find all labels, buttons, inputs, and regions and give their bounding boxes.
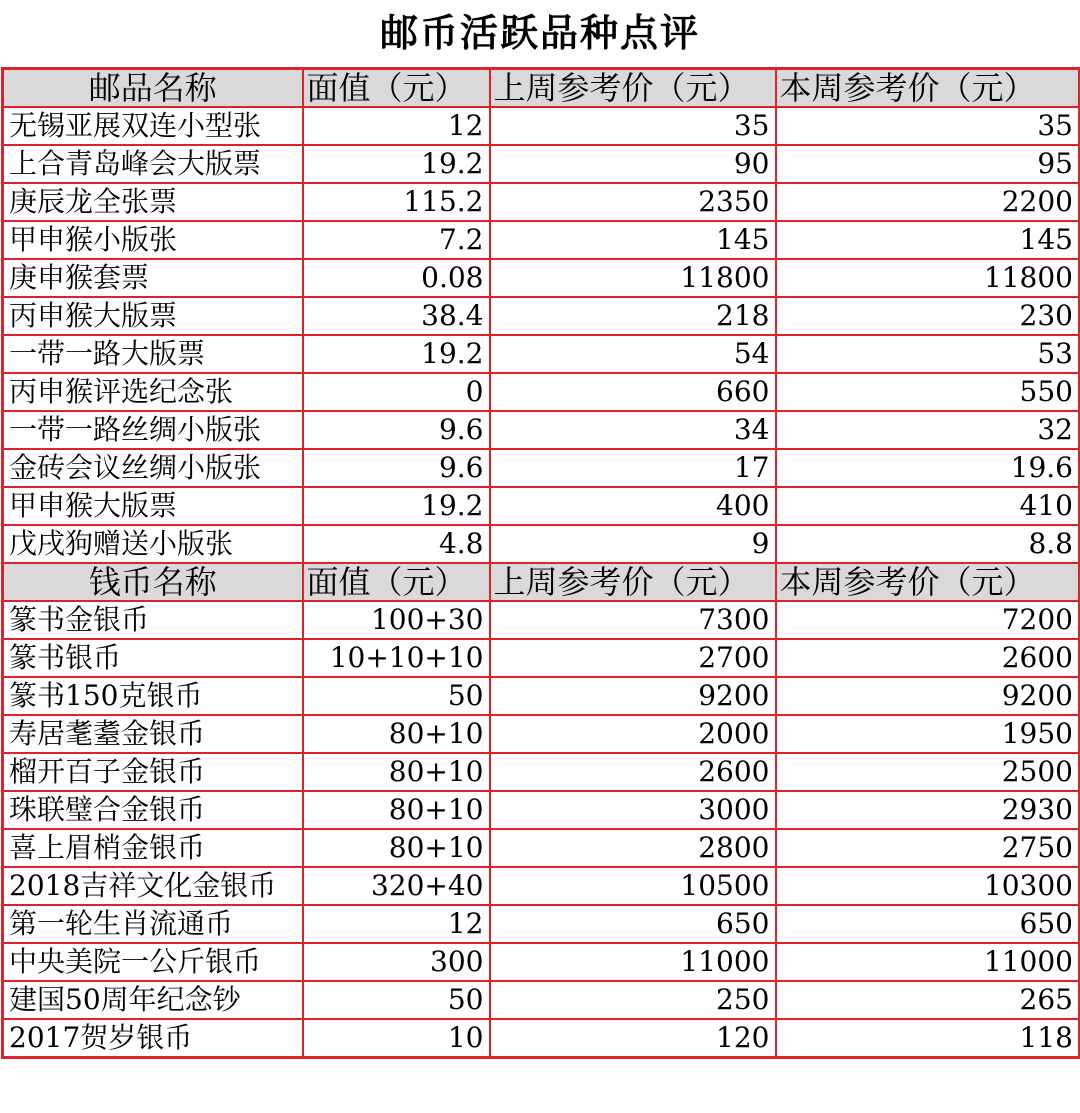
cell-face-value: 80+10 <box>303 791 490 829</box>
cell-this-week-price: 95 <box>776 145 1080 183</box>
cell-name: 甲申猴小版张 <box>3 221 303 259</box>
column-header-face-value: 面值（元） <box>303 563 490 601</box>
table-row <box>3 981 1080 1019</box>
cell-this-week-price: 10300 <box>776 867 1080 905</box>
cell-name: 建国50周年纪念钞 <box>3 981 303 1019</box>
cell-last-week-price: 400 <box>490 487 776 525</box>
cell-name: 寿居耄耋金银币 <box>3 715 303 753</box>
cell-last-week-price: 35 <box>490 107 776 145</box>
cell-face-value: 7.2 <box>303 221 490 259</box>
cell-this-week-price: 230 <box>776 297 1080 335</box>
table-row <box>3 335 1080 373</box>
cell-last-week-price: 90 <box>490 145 776 183</box>
cell-name: 2017贺岁银币 <box>3 1019 303 1058</box>
cell-last-week-price: 7300 <box>490 601 776 639</box>
cell-name: 榴开百子金银币 <box>3 753 303 791</box>
cell-face-value: 300 <box>303 943 490 981</box>
cell-last-week-price: 2600 <box>490 753 776 791</box>
cell-this-week-price: 2600 <box>776 639 1080 677</box>
stamp-header-row <box>3 69 1080 108</box>
cell-last-week-price: 17 <box>490 449 776 487</box>
cell-face-value: 115.2 <box>303 183 490 221</box>
cell-name: 庚辰龙全张票 <box>3 183 303 221</box>
cell-this-week-price: 8.8 <box>776 525 1080 563</box>
cell-last-week-price: 2350 <box>490 183 776 221</box>
table-row <box>3 829 1080 867</box>
table-row <box>3 107 1080 145</box>
cell-face-value: 19.2 <box>303 335 490 373</box>
cell-face-value: 0.08 <box>303 259 490 297</box>
cell-last-week-price: 650 <box>490 905 776 943</box>
cell-this-week-price: 9200 <box>776 677 1080 715</box>
column-header-name: 钱币名称 <box>3 563 303 601</box>
cell-name: 篆书银币 <box>3 639 303 677</box>
cell-face-value: 50 <box>303 981 490 1019</box>
cell-this-week-price: 265 <box>776 981 1080 1019</box>
cell-last-week-price: 2700 <box>490 639 776 677</box>
column-header-name: 邮品名称 <box>3 69 303 108</box>
cell-this-week-price: 2930 <box>776 791 1080 829</box>
cell-name: 珠联璧合金银币 <box>3 791 303 829</box>
cell-last-week-price: 660 <box>490 373 776 411</box>
cell-face-value: 100+30 <box>303 601 490 639</box>
table-row <box>3 867 1080 905</box>
column-header-last-week-price: 上周参考价（元） <box>490 563 776 601</box>
table-row <box>3 145 1080 183</box>
cell-name: 喜上眉梢金银币 <box>3 829 303 867</box>
cell-name: 甲申猴大版票 <box>3 487 303 525</box>
cell-face-value: 50 <box>303 677 490 715</box>
cell-face-value: 10 <box>303 1019 490 1058</box>
cell-this-week-price: 7200 <box>776 601 1080 639</box>
table-row <box>3 449 1080 487</box>
table-row <box>3 753 1080 791</box>
cell-name: 无锡亚展双连小型张 <box>3 107 303 145</box>
cell-last-week-price: 9200 <box>490 677 776 715</box>
cell-last-week-price: 2800 <box>490 829 776 867</box>
page-title: 邮币活跃品种点评 <box>379 11 700 55</box>
cell-this-week-price: 145 <box>776 221 1080 259</box>
cell-this-week-price: 11800 <box>776 259 1080 297</box>
cell-this-week-price: 550 <box>776 373 1080 411</box>
table-row <box>3 487 1080 525</box>
cell-last-week-price: 9 <box>490 525 776 563</box>
cell-last-week-price: 145 <box>490 221 776 259</box>
cell-face-value: 19.2 <box>303 145 490 183</box>
table-row <box>3 905 1080 943</box>
price-table-body <box>3 69 1080 1058</box>
cell-name: 中央美院一公斤银币 <box>3 943 303 981</box>
cell-face-value: 38.4 <box>303 297 490 335</box>
cell-last-week-price: 11000 <box>490 943 776 981</box>
price-table <box>1 67 1080 1059</box>
cell-this-week-price: 1950 <box>776 715 1080 753</box>
table-row <box>3 715 1080 753</box>
column-header-this-week-price: 本周参考价（元） <box>776 563 1080 601</box>
cell-name: 戊戌狗赠送小版张 <box>3 525 303 563</box>
column-header-last-week-price: 上周参考价（元） <box>490 69 776 108</box>
cell-this-week-price: 35 <box>776 107 1080 145</box>
cell-face-value: 80+10 <box>303 753 490 791</box>
cell-this-week-price: 53 <box>776 335 1080 373</box>
cell-this-week-price: 2200 <box>776 183 1080 221</box>
cell-this-week-price: 410 <box>776 487 1080 525</box>
cell-name: 庚申猴套票 <box>3 259 303 297</box>
table-row <box>3 221 1080 259</box>
cell-this-week-price: 19.6 <box>776 449 1080 487</box>
table-row <box>3 791 1080 829</box>
cell-this-week-price: 11000 <box>776 943 1080 981</box>
cell-name: 2018吉祥文化金银币 <box>3 867 303 905</box>
cell-this-week-price: 118 <box>776 1019 1080 1058</box>
cell-face-value: 12 <box>303 107 490 145</box>
column-header-face-value: 面值（元） <box>303 69 490 108</box>
table-row <box>3 259 1080 297</box>
cell-face-value: 9.6 <box>303 411 490 449</box>
table-row <box>3 677 1080 715</box>
cell-face-value: 10+10+10 <box>303 639 490 677</box>
cell-face-value: 9.6 <box>303 449 490 487</box>
table-row <box>3 601 1080 639</box>
cell-last-week-price: 2000 <box>490 715 776 753</box>
cell-this-week-price: 32 <box>776 411 1080 449</box>
cell-this-week-price: 2750 <box>776 829 1080 867</box>
cell-name: 金砖会议丝绸小版张 <box>3 449 303 487</box>
table-row <box>3 639 1080 677</box>
table-row <box>3 411 1080 449</box>
cell-name: 丙申猴大版票 <box>3 297 303 335</box>
cell-name: 篆书金银币 <box>3 601 303 639</box>
cell-this-week-price: 2500 <box>776 753 1080 791</box>
cell-last-week-price: 250 <box>490 981 776 1019</box>
cell-last-week-price: 34 <box>490 411 776 449</box>
cell-last-week-price: 3000 <box>490 791 776 829</box>
cell-name: 篆书150克银币 <box>3 677 303 715</box>
cell-last-week-price: 10500 <box>490 867 776 905</box>
table-row <box>3 1019 1080 1058</box>
cell-face-value: 80+10 <box>303 829 490 867</box>
cell-name: 上合青岛峰会大版票 <box>3 145 303 183</box>
cell-face-value: 12 <box>303 905 490 943</box>
cell-name: 第一轮生肖流通币 <box>3 905 303 943</box>
cell-face-value: 19.2 <box>303 487 490 525</box>
table-row <box>3 297 1080 335</box>
coin-header-row <box>3 563 1080 601</box>
cell-name: 一带一路丝绸小版张 <box>3 411 303 449</box>
table-row <box>3 943 1080 981</box>
cell-face-value: 80+10 <box>303 715 490 753</box>
cell-last-week-price: 11800 <box>490 259 776 297</box>
table-row <box>3 373 1080 411</box>
cell-name: 丙申猴评选纪念张 <box>3 373 303 411</box>
table-row <box>3 525 1080 563</box>
cell-face-value: 320+40 <box>303 867 490 905</box>
cell-last-week-price: 120 <box>490 1019 776 1058</box>
cell-face-value: 0 <box>303 373 490 411</box>
cell-name: 一带一路大版票 <box>3 335 303 373</box>
column-header-this-week-price: 本周参考价（元） <box>776 69 1080 108</box>
cell-last-week-price: 54 <box>490 335 776 373</box>
cell-this-week-price: 650 <box>776 905 1080 943</box>
cell-face-value: 4.8 <box>303 525 490 563</box>
table-row <box>3 183 1080 221</box>
cell-last-week-price: 218 <box>490 297 776 335</box>
